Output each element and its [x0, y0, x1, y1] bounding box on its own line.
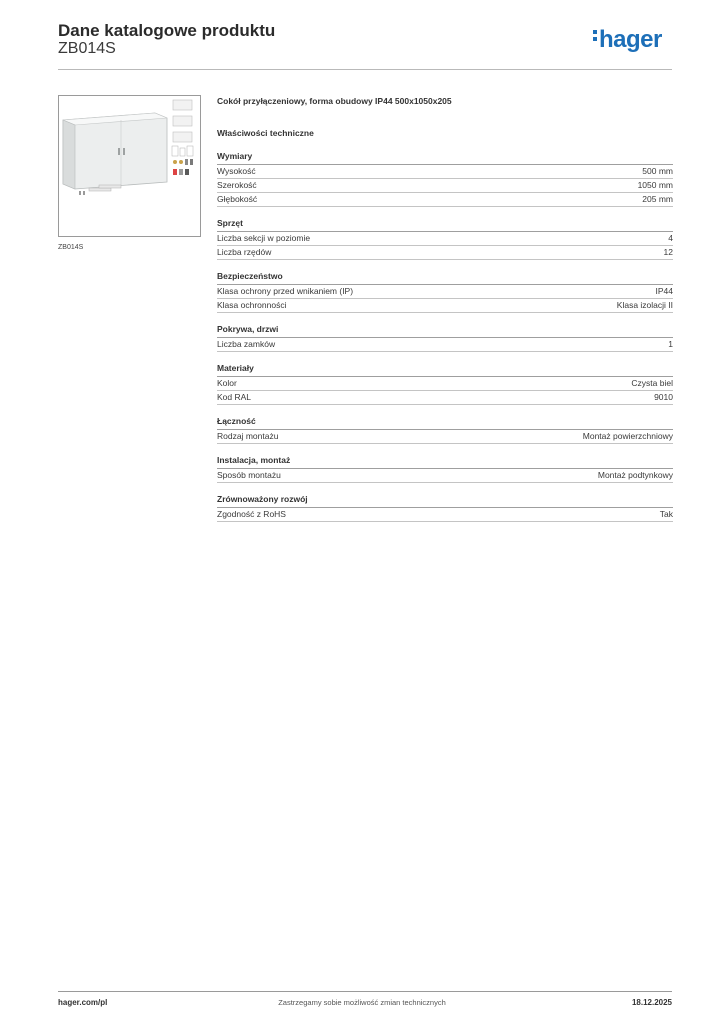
product-details — [217, 96, 673, 522]
spec-row — [217, 285, 673, 299]
spec-label: Liczba zamków — [217, 339, 276, 349]
section-title: Wymiary — [217, 151, 673, 165]
section-title: Łączność — [217, 416, 673, 430]
header-divider — [58, 69, 672, 70]
spec-value: 4 — [668, 233, 673, 243]
section-title: Instalacja, montaż — [217, 455, 673, 469]
section-hardware — [217, 218, 673, 260]
product-code: ZB014S — [58, 40, 116, 57]
spec-value: Montaż podtynkowy — [597, 470, 673, 480]
spec-row — [217, 299, 673, 313]
spec-value: 9010 — [654, 392, 673, 402]
spec-label: Zgodność z RoHS — [217, 509, 286, 519]
spec-row — [217, 232, 673, 246]
spec-label: Liczba sekcji w poziomie — [217, 233, 311, 243]
product-description: Cokół przyłączeniowy, forma obudowy IP44 500x1050x205 — [217, 96, 452, 106]
spec-row — [217, 193, 673, 207]
section-title: Materiały — [217, 363, 673, 377]
section-title: Sprzęt — [217, 218, 673, 232]
spec-label: Kolor — [217, 378, 237, 388]
properties-heading: Właściwości techniczne — [217, 128, 314, 138]
spec-value: Montaż powierzchniowy — [582, 431, 673, 441]
spec-label: Klasa ochrony przed wnikaniem (IP) — [217, 286, 354, 296]
spec-row — [217, 246, 673, 260]
spec-label: Liczba rzędów — [217, 247, 272, 257]
spec-label: Rodzaj montażu — [217, 431, 279, 441]
section-dimensions — [217, 151, 673, 207]
logo-dots-icon — [593, 30, 597, 44]
image-caption: ZB014S — [58, 244, 84, 251]
spec-label: Głębokość — [217, 194, 258, 204]
spec-label: Szerokość — [217, 180, 257, 190]
spec-label: Kod RAL — [217, 392, 252, 402]
spec-label: Klasa ochronności — [217, 300, 287, 310]
footer-date: 18.12.2025 — [631, 998, 672, 1007]
spec-row — [217, 391, 673, 405]
section-connectivity — [217, 416, 673, 444]
document-title: Dane katalogowe produktu — [58, 21, 276, 40]
spec-row — [217, 469, 673, 483]
spec-label: Wysokość — [217, 166, 256, 176]
spec-row — [217, 430, 673, 444]
spec-value: 12 — [663, 247, 673, 257]
footer-website-link[interactable]: hager.com/pl — [58, 998, 108, 1007]
spec-value: 205 mm — [642, 194, 673, 204]
product-image — [58, 95, 201, 237]
spec-value: Klasa izolacji II — [616, 300, 673, 310]
spec-row — [217, 377, 673, 391]
section-materials — [217, 363, 673, 405]
spec-row — [217, 508, 673, 522]
section-title: Zrównoważony rozwój — [217, 494, 673, 508]
spec-value: 1050 mm — [637, 180, 673, 190]
spec-value: 1 — [668, 339, 673, 349]
spec-row — [217, 179, 673, 193]
footer-divider — [58, 991, 672, 992]
section-cover-door — [217, 324, 673, 352]
section-title: Bezpieczeństwo — [217, 271, 673, 285]
section-sustainability — [217, 494, 673, 522]
spec-value: Tak — [659, 509, 673, 519]
section-safety — [217, 271, 673, 313]
enclosure-illustration — [59, 96, 200, 236]
spec-value: Czysta biel — [631, 378, 673, 388]
hager-logo: hager — [593, 26, 662, 54]
spec-value: IP44 — [655, 286, 673, 296]
spec-value: 500 mm — [642, 166, 673, 176]
spec-row — [217, 165, 673, 179]
spec-label: Sposób montażu — [217, 470, 281, 480]
footer-notice: Zastrzegamy sobie możliwość zmian technicznych — [278, 998, 446, 1007]
section-installation — [217, 455, 673, 483]
spec-row — [217, 338, 673, 352]
section-title: Pokrywa, drzwi — [217, 324, 673, 338]
